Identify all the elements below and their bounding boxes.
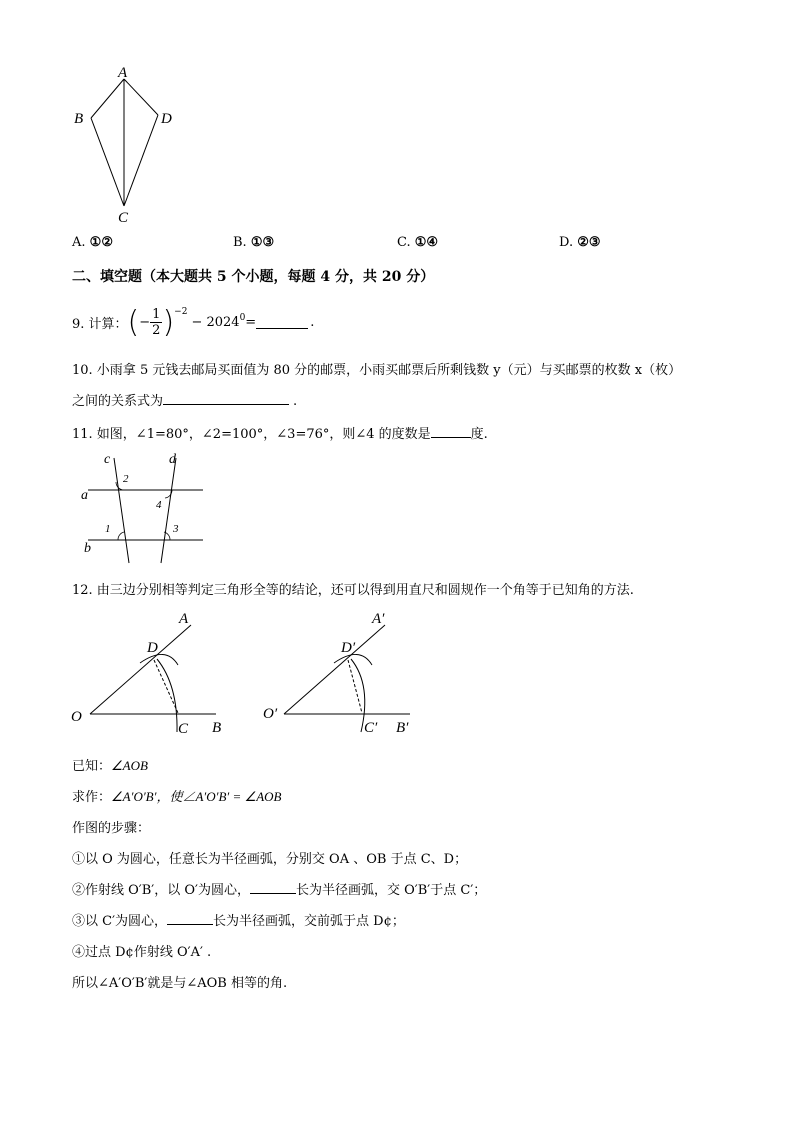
option-d-letter: D. xyxy=(559,235,574,250)
kite-figure xyxy=(60,60,190,230)
step-3-a: ③以 C′为圆心， xyxy=(72,914,168,929)
q11-end: 度. xyxy=(470,427,488,442)
option-b[interactable] xyxy=(233,235,274,250)
option-d[interactable] xyxy=(559,235,601,250)
question-10-line2 xyxy=(72,390,297,409)
step-2-a: ②作射线 O′B′，以 O′为圆心， xyxy=(72,883,250,898)
known-label: 已知： xyxy=(72,759,112,774)
option-c-value: ①④ xyxy=(414,235,439,250)
step-2 xyxy=(72,879,486,898)
ask-label: 求作： xyxy=(72,790,112,805)
question-11 xyxy=(72,423,488,442)
q10-period: . xyxy=(293,394,298,409)
q9-minus: − xyxy=(139,314,151,330)
line-label-c: c xyxy=(104,452,111,467)
step-3 xyxy=(72,910,405,929)
kite-label-a: A xyxy=(118,65,128,81)
kite-label-b: B xyxy=(74,111,84,127)
known-angle: ∠AOB xyxy=(111,758,148,773)
option-a-value: ①② xyxy=(89,235,113,250)
q10-line2: 之间的关系式为 xyxy=(72,394,164,409)
option-c-letter: C. xyxy=(397,235,411,250)
option-c[interactable] xyxy=(397,235,438,250)
q9-exponent-zero: 0 xyxy=(239,313,246,323)
kite-label-d: D xyxy=(161,111,172,127)
angle-figure-original xyxy=(66,605,236,740)
q12-known xyxy=(72,755,148,774)
angle-label-3: 3 xyxy=(173,523,179,535)
step-1: ①以 O 为圆心，任意长为半径画弧，分别交 OA 、OB 于点 C、D； xyxy=(72,852,468,867)
kite-label-c: C xyxy=(118,210,129,226)
fig1-label-d: D xyxy=(147,640,158,656)
step-2-blank[interactable] xyxy=(250,881,296,894)
step-3-blank[interactable] xyxy=(167,912,213,925)
q9-prefix: 9. 计算： xyxy=(72,316,128,332)
left-paren: ( xyxy=(127,304,140,340)
q10-line1: 10. 小雨拿 5 元钱去邮局买面值为 80 分的邮票，小雨买邮票后所剩钱数 y（元）与买邮票的枚数 x（枚） xyxy=(72,363,682,378)
fig2-label-d: D′ xyxy=(341,640,356,656)
fig2-label-a: A′ xyxy=(372,611,385,627)
angle-label-2: 2 xyxy=(123,473,129,485)
fig2-label-b: B′ xyxy=(396,720,409,736)
option-a-letter: A. xyxy=(72,235,86,250)
fig2-label-o: O′ xyxy=(263,706,278,722)
q12-text: 12. 由三边分别相等判定三角形全等的结论，还可以得到用直尺和圆规作一个角等于已知角的方法. xyxy=(72,583,634,598)
fig1-label-a: A xyxy=(179,611,189,627)
q10-answer-blank[interactable] xyxy=(163,392,289,405)
q9-equals: = xyxy=(245,314,257,330)
angle-label-4: 4 xyxy=(156,499,162,511)
q9-denominator: 2 xyxy=(152,322,161,338)
fig1-label-o: O xyxy=(71,709,82,725)
parallel-lines-figure xyxy=(78,450,213,568)
angle-figure-copy xyxy=(260,605,430,740)
step-3-b: 长为半径画弧，交前弧于点 D¢； xyxy=(213,914,405,929)
q9-period: . xyxy=(310,314,315,330)
fig1-label-c: C xyxy=(178,721,189,737)
q12-ask xyxy=(72,786,281,805)
q9-answer-blank[interactable] xyxy=(256,316,308,329)
fig1-label-b: B xyxy=(212,720,222,736)
angle-label-1: 1 xyxy=(105,523,111,535)
line-label-a: a xyxy=(81,488,88,503)
option-a[interactable] xyxy=(72,235,113,250)
right-paren: ) xyxy=(162,304,175,340)
option-b-value: ①③ xyxy=(250,235,275,250)
steps-label: 作图的步骤： xyxy=(72,821,151,836)
step-4: ④过点 D¢作射线 O′A′ . xyxy=(72,945,212,960)
q9-year: − 2024 xyxy=(191,314,240,330)
fig2-label-c: C′ xyxy=(364,720,378,736)
ask-text: ∠A′O′B′，使∠A′O′B′ = ∠AOB xyxy=(111,789,282,804)
line-label-b: b xyxy=(84,541,91,556)
option-b-letter: B. xyxy=(233,235,247,250)
q9-fraction xyxy=(150,307,162,338)
q11-text: 11. 如图，∠1=80°，∠2=100°，∠3=76°，则∠4 的度数是 xyxy=(72,427,431,442)
option-d-value: ②③ xyxy=(577,235,601,250)
section-title: 二、填空题（本大题共 5 个小题，每题 4 分，共 20 分） xyxy=(72,269,435,285)
question-9 xyxy=(72,302,314,342)
step-2-b: 长为半径画弧，交 O′B′于点 C′； xyxy=(296,883,487,898)
conclusion: 所以∠A′O′B′就是与∠AOB 相等的角. xyxy=(72,976,288,991)
q11-answer-blank[interactable] xyxy=(431,425,471,438)
q9-numerator: 1 xyxy=(152,306,161,322)
line-label-d: d xyxy=(169,452,176,467)
q9-exponent: −2 xyxy=(174,307,188,317)
